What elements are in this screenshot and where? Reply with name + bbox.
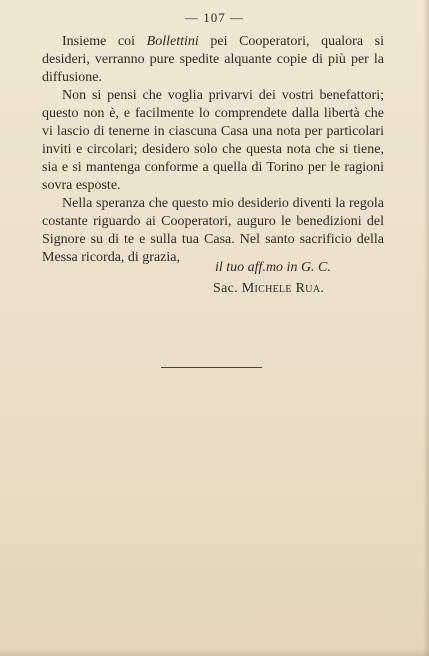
page-bottom-shadow (0, 648, 429, 656)
paragraph-text: Insieme coi (62, 34, 147, 49)
page-number: — 107 — (185, 10, 244, 25)
letter-body (42, 33, 384, 267)
signature (213, 278, 324, 299)
closing-formula: il tuo aff.mo in G. C. (215, 260, 331, 275)
paragraph-bollettini (42, 33, 384, 87)
section-divider-rule (161, 367, 262, 368)
page-edge-shadow (423, 0, 429, 656)
signature-first-name: Michele (241, 281, 292, 296)
paragraph-speranza: Nella speranza che questo mio desiderio diventi la regola costante riguardo ai Cooperatori, auguro le benedizioni del Signore su di te e sulla tua Casa. Nel santo sacrificio della Messa ricorda, di grazia, (42, 196, 384, 265)
signature-title: Sac. (213, 281, 238, 296)
bollettini-italic: Bollettini (146, 34, 199, 49)
signature-last-name: Rua. (295, 281, 325, 296)
paragraph-text: pei Cooperatori, qualora si desideri, verranno pure spedite alquante copie di più per la diffusione. (42, 34, 385, 85)
paragraph-benefattori: Non si pensi che voglia privarvi dei vostri benefattori; questo non è, e facilmente lo comprendete dalla libertà che vi lascio di tenerne in ciascuna Casa una nota per particolari inviti e circolari; desidero solo che questa nota che si tiene, sia e si mantenga conforme a quella di Torino per le ragioni sovra esposte. (42, 88, 384, 193)
